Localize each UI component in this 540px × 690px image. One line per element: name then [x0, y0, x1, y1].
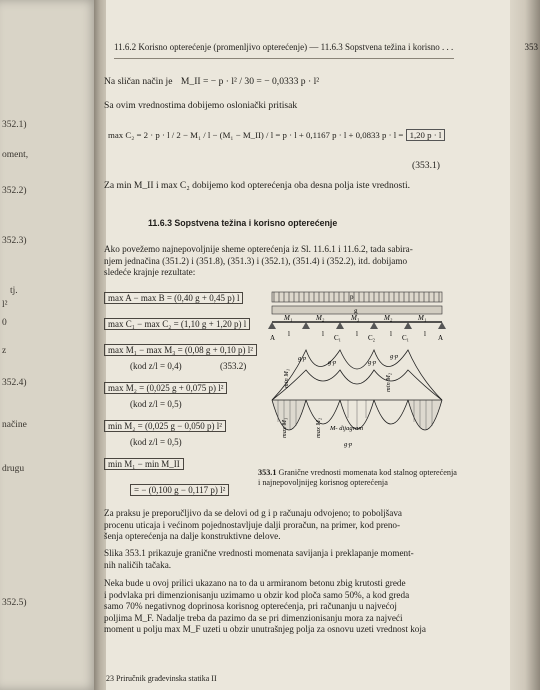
span-length-label: l: [424, 330, 426, 338]
paragraph-2: [104, 548, 454, 571]
diagram-label: M- dijagram: [330, 425, 364, 432]
min-m1-label: min M₁: [283, 368, 290, 388]
paragraph-line: Ako povežemo najnepovoljnije sheme opterećenja iz Sl. 11.6.1 i 11.6.2, tada sabira-: [104, 244, 413, 254]
caption-number: 353.1: [258, 468, 277, 477]
gp-label: g·p: [344, 441, 353, 448]
span-label: M₃: [351, 314, 360, 322]
formula-min-m1: min M₁ − min M_II: [104, 458, 184, 470]
left-fragment: z: [2, 346, 7, 356]
load-g-label: g: [354, 307, 358, 315]
paragraph-line: poljima M_F. Nadalje treba da pazimo da se pri dimenzionisanju mora za najveći: [104, 612, 403, 623]
max-m2-label: max M₂: [315, 417, 322, 438]
formula-max-m2: max M₂ = (0,025 g + 0,075 p) l²: [104, 382, 227, 394]
left-fragment: 352.2): [2, 186, 27, 196]
support-label: C₂: [368, 334, 376, 342]
span-length-label: l: [288, 330, 290, 338]
span-label: M₂: [384, 314, 393, 322]
intro-line-2: Sa ovim vrednostima dobijemo osloniački pritisak: [104, 100, 298, 111]
left-fragment: l²: [2, 300, 8, 310]
load-hatching: [272, 292, 442, 302]
formula-max-a: max A − max B = (0,40 g + 0,45 p) l: [104, 292, 243, 304]
section-title: 11.6.3 Sopstvena težina i korisno opterećenje: [148, 218, 338, 228]
gp-label: g·p: [328, 359, 337, 366]
left-fragment: 352.4): [2, 378, 27, 388]
page-footer: 23 Priručnik građevinska statika II: [106, 674, 217, 683]
gp-label: g·p: [390, 353, 399, 360]
left-page: [0, 0, 98, 690]
load-p-label: p: [350, 293, 354, 301]
page-edges: [510, 0, 540, 690]
header-rule: [114, 58, 454, 59]
paragraph-line: Neka bude u ovoj prilici ukazano na to da u armiranom betonu zbig krutosti grede: [104, 578, 406, 588]
supports: [268, 322, 446, 329]
c2-equation-line: [108, 130, 445, 140]
gp-label: g·p: [298, 355, 307, 362]
left-fragment: oment,: [2, 150, 29, 160]
intro-line-3: Za min M_II i max C₂ dobijemo kod opterećenja oba desna polja iste vrednosti.: [104, 180, 411, 191]
left-fragment: 352.1): [2, 120, 27, 130]
paragraph-line: njem jednačina (351.2) i (351.8), (351.3) i (352.1), (351.4) i (352.2), itd. dobijamo: [104, 255, 408, 266]
c2-result-box: 1,20 p · l: [406, 129, 446, 141]
paragraph-line: Slika 353.1 prikazuje granične vrednosti momenata savijanja i preklapanje moment-: [104, 548, 414, 558]
equation-number: (353.2): [220, 361, 247, 371]
m-equation: M_II = − p · l² / 30 = − 0,0333 p · l²: [180, 76, 320, 87]
kod-line: (kod z/l = 0,5): [130, 437, 182, 447]
support-label: C₁: [334, 334, 342, 342]
section-paragraph: [104, 244, 454, 279]
paragraph-line: nih naličih tačaka.: [104, 559, 172, 570]
running-header: [114, 42, 538, 52]
span-length-label: l: [322, 330, 324, 338]
support-label: C₁: [402, 334, 410, 342]
kod-line: (kod z/l = 0,4): [130, 361, 182, 371]
max-m1-label: max M₁: [281, 417, 288, 438]
span-length-label: l: [390, 330, 392, 338]
paragraph-line: sledeće krajnje rezultate:: [104, 267, 196, 277]
equation-number: (353.1): [412, 160, 440, 171]
min-m2-label: min M₂: [385, 372, 392, 392]
left-fragment: 352.3): [2, 236, 27, 246]
paragraph-line: Za praksu je preporučljivo da se delovi od g i p računaju odvojeno; to poboljšava: [104, 508, 403, 518]
span-label: M₂: [316, 314, 325, 322]
span-label: M₁: [418, 314, 427, 322]
intro-line-1: [104, 76, 319, 87]
paragraph-line: moment u polju max M_F uzeti u obzir unutrašnjeg polja za osnovu uzeti vrednost koja: [104, 624, 427, 634]
paragraph-line: i podvlaka pri dimenzionisanju uzimamo u obzir kod ploča samo 50%, a kod greda: [104, 589, 410, 600]
left-fragment: 0: [2, 318, 7, 328]
formula-min-m1-value: = − (0,100 g − 0,117 p) l²: [130, 484, 229, 496]
left-fragment: načine: [2, 420, 27, 430]
c2-equation: max C₂ = 2 · p · l / 2 − M₁ / l − (M₁ − M_II) / l = p · l + 0,1167 p · l + 0,0833 p · l =: [108, 130, 404, 140]
support-label: A: [270, 334, 276, 342]
intro-text: Na sličan način je: [104, 76, 173, 87]
page-number: 353: [524, 42, 538, 52]
span-length-label: l: [356, 330, 358, 338]
header-text: 11.6.2 Korisno opterećenje (promenljivo opterećenje) — 11.6.3 Sopstvena težina i korisno . . .: [114, 42, 454, 52]
moment-figure: [268, 288, 452, 460]
paragraph-line: samo 70% negativnog doprinosa korisnog opterećenja, pri računanju u najvećoj: [104, 601, 397, 611]
caption-text: Granične vrednosti momenata kod stalnog opterećenja i najnepovoljnijeg korisnog opterećenja: [258, 468, 457, 487]
left-fragment: 352.5): [2, 598, 27, 608]
span-label: M₁: [284, 314, 293, 322]
figure-caption: [258, 468, 458, 488]
left-fragment: drugu: [2, 464, 25, 474]
formula-max-c: max C₁ − max C₂ = (1,10 g + 1,20 p) l: [104, 318, 250, 330]
formula-max-m1: max M₁ − max M₃ = (0,08 g + 0,10 p) l²: [104, 344, 257, 356]
kod-line: (kod z/l = 0,5): [130, 399, 182, 409]
paragraph-1: [104, 508, 454, 543]
support-label: A: [438, 334, 444, 342]
paragraph-line: šenja opterećenja na dalje konstruktivne delove.: [104, 531, 281, 541]
left-fragment: tj.: [10, 286, 18, 296]
formula-min-m2: min M₂ = (0,025 g − 0,050 p) l²: [104, 420, 226, 432]
gp-label: g·p: [368, 359, 377, 366]
paragraph-line: procenu uticaja i većinom pojednostavljuje dalji proračun, na primer, kod preno-: [104, 519, 401, 530]
paragraph-3: [104, 578, 454, 636]
